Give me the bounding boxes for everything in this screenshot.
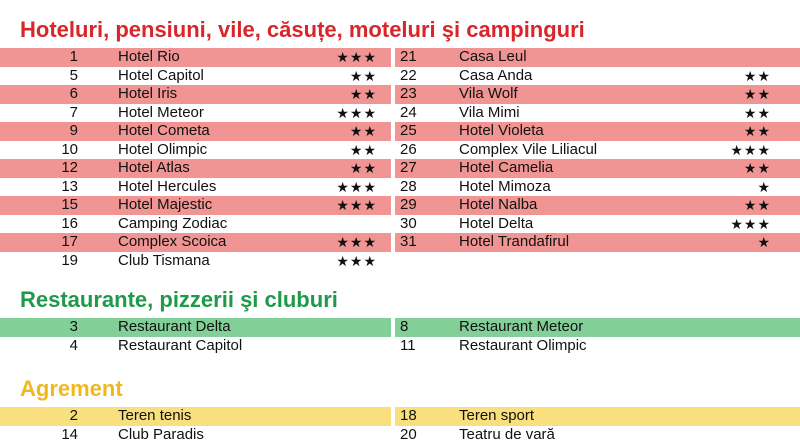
entry-number: 28 xyxy=(400,177,417,195)
table-row xyxy=(0,141,800,160)
entry-stars: ★★★ xyxy=(336,197,377,213)
entry-number: 25 xyxy=(400,122,417,139)
entry-stars: ★★ xyxy=(349,86,377,102)
table-row xyxy=(0,337,800,356)
section-title-agrement: Agrement xyxy=(20,376,123,401)
table-row xyxy=(0,318,800,337)
table-row xyxy=(0,178,800,197)
section-title-hotels: Hoteluri, pensiuni, vile, căsuțe, moteluri şi campinguri xyxy=(20,17,585,42)
table-row xyxy=(0,252,800,271)
entry-name: Restaurant Olimpic xyxy=(459,336,587,354)
entry-name: Hotel Atlas xyxy=(118,159,190,176)
entry-number: 2 xyxy=(69,407,78,424)
entry-name: Hotel Majestic xyxy=(118,196,213,213)
entry-number: 3 xyxy=(69,318,78,335)
entry-stars: ★★ xyxy=(349,123,377,139)
table-row xyxy=(0,67,800,86)
entry-number: 13 xyxy=(61,177,78,195)
entry-number: 18 xyxy=(400,407,417,424)
table-row xyxy=(0,215,800,234)
entry-name: Hotel Trandafirul xyxy=(459,233,570,250)
entry-number: 1 xyxy=(69,48,78,65)
entry-stars xyxy=(290,215,377,234)
entry-stars: ★★★ xyxy=(336,252,377,269)
entry-stars: ★ xyxy=(757,234,771,250)
entry-stars: ★★★ xyxy=(730,215,771,232)
entry-name: Hotel Hercules xyxy=(118,177,217,195)
table-row xyxy=(0,233,800,252)
entry-number: 27 xyxy=(400,159,417,176)
section-title-restaurants: Restaurante, pizzerii şi cluburi xyxy=(20,287,338,312)
entry-name: Teatru de vară xyxy=(459,425,555,443)
entry-stars xyxy=(290,426,377,445)
entry-stars: ★★ xyxy=(349,141,377,158)
entry-number: 4 xyxy=(69,336,78,354)
entry-name: Hotel Capitol xyxy=(118,66,204,84)
entry-number: 14 xyxy=(61,425,78,443)
entry-name: Hotel Iris xyxy=(118,85,178,102)
entry-stars: ★★★ xyxy=(336,178,377,195)
entry-name: Teren tenis xyxy=(118,407,192,424)
entry-stars: ★★ xyxy=(349,67,377,84)
entry-name: Hotel Delta xyxy=(459,214,534,232)
entry-number: 29 xyxy=(400,196,417,213)
restaurants-table xyxy=(0,318,800,355)
entry-name: Restaurant Meteor xyxy=(459,318,584,335)
entry-name: Teren sport xyxy=(459,407,535,424)
entry-number: 30 xyxy=(400,214,417,232)
table-row xyxy=(0,48,800,67)
hotels-table xyxy=(0,48,800,270)
entry-name: Casa Leul xyxy=(459,48,527,65)
entry-name: Hotel Rio xyxy=(118,48,180,65)
entry-number: 24 xyxy=(400,103,417,121)
entry-stars xyxy=(680,426,771,445)
entry-number: 8 xyxy=(400,318,409,335)
entry-stars: ★★ xyxy=(743,104,771,121)
entry-stars xyxy=(290,407,377,426)
entry-stars: ★★★ xyxy=(730,141,771,158)
entry-number: 19 xyxy=(61,251,78,269)
entry-stars xyxy=(680,407,771,426)
table-row xyxy=(0,104,800,123)
entry-stars: ★★★ xyxy=(336,234,377,250)
entry-number: 20 xyxy=(400,425,417,443)
entry-name: Club Paradis xyxy=(118,425,204,443)
entry-stars: ★★ xyxy=(743,197,771,213)
table-row xyxy=(0,426,800,445)
entry-name: Restaurant Delta xyxy=(118,318,231,335)
entry-name: Hotel Camelia xyxy=(459,159,554,176)
table-row xyxy=(0,85,800,104)
entry-name: Vila Mimi xyxy=(459,103,520,121)
entry-name: Vila Wolf xyxy=(459,85,518,102)
entry-name: Club Tismana xyxy=(118,251,210,269)
entry-stars: ★★ xyxy=(743,160,771,176)
entry-name: Hotel Cometa xyxy=(118,122,210,139)
entry-name: Casa Anda xyxy=(459,66,533,84)
entry-stars: ★★ xyxy=(743,67,771,84)
entry-stars xyxy=(290,337,377,356)
entry-number: 5 xyxy=(69,66,78,84)
entry-number: 7 xyxy=(69,103,78,121)
entry-name: Hotel Olimpic xyxy=(118,140,208,158)
entry-stars: ★★★ xyxy=(336,104,377,121)
entry-number: 10 xyxy=(61,140,78,158)
entry-number: 9 xyxy=(69,122,78,139)
entry-stars: ★★ xyxy=(743,86,771,102)
entry-number: 23 xyxy=(400,85,417,102)
entry-number: 17 xyxy=(61,233,78,250)
entry-stars: ★★ xyxy=(349,160,377,176)
entry-number: 11 xyxy=(400,336,416,354)
entry-stars: ★★★ xyxy=(336,49,377,65)
table-row xyxy=(0,159,800,178)
table-row xyxy=(0,122,800,141)
entry-name: Complex Vile Liliacul xyxy=(459,140,598,158)
agrement-table xyxy=(0,407,800,444)
entry-name: Hotel Meteor xyxy=(118,103,204,121)
entry-name: Complex Scoica xyxy=(118,233,227,250)
entry-name: Camping Zodiac xyxy=(118,214,228,232)
entry-name: Restaurant Capitol xyxy=(118,336,243,354)
entry-number: 6 xyxy=(69,85,78,102)
entry-name: Hotel Mimoza xyxy=(459,177,551,195)
entry-stars xyxy=(680,337,771,356)
entry-number: 31 xyxy=(400,233,417,250)
entry-number: 12 xyxy=(61,159,78,176)
entry-stars xyxy=(680,48,771,67)
entry-stars xyxy=(680,318,771,337)
entry-stars: ★★ xyxy=(743,123,771,139)
entry-number: 22 xyxy=(400,66,417,84)
entry-stars: ★ xyxy=(757,178,771,195)
entry-name: Hotel Violeta xyxy=(459,122,544,139)
entry-number: 15 xyxy=(61,196,78,213)
entry-number: 26 xyxy=(400,140,417,158)
entry-number: 21 xyxy=(400,48,417,65)
table-row xyxy=(0,407,800,426)
entry-name: Hotel Nalba xyxy=(459,196,538,213)
entry-stars xyxy=(290,318,377,337)
table-row xyxy=(0,196,800,215)
entry-number: 16 xyxy=(61,214,78,232)
